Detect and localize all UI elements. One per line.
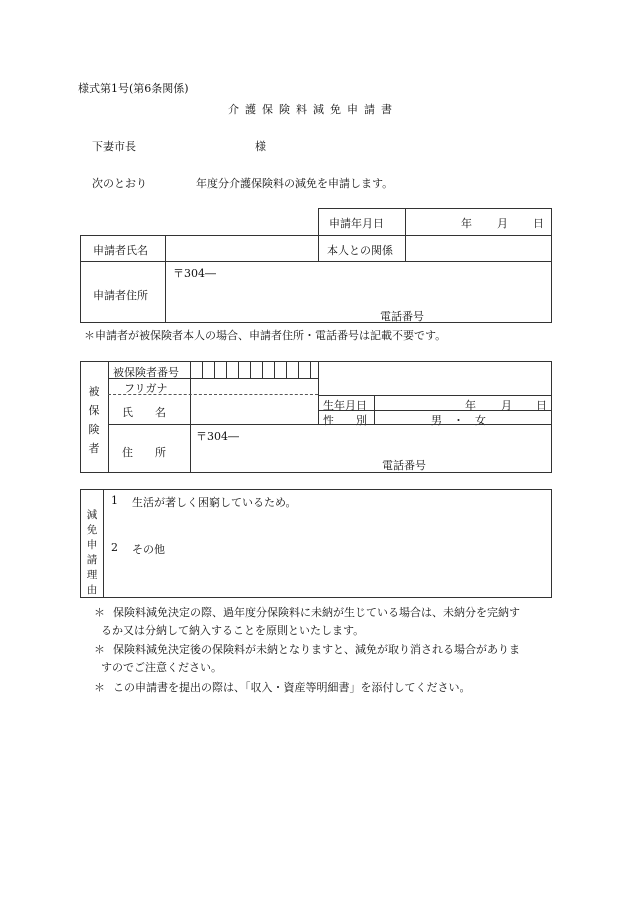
applicant-note: ＊申請者が被保険者本人の場合、申請者住所・電話番号は記載不要です。	[84, 329, 447, 342]
applicant-name-label: 申請者氏名	[93, 244, 148, 257]
page-title: 介護保険料減免申請書	[228, 103, 398, 116]
reason-item-2-text[interactable]: その他	[132, 543, 165, 556]
note-2-line-2: すのでご注意ください。	[101, 661, 222, 674]
insured-name-label: 氏 名	[122, 406, 166, 419]
insured-address-label: 住 所	[122, 446, 166, 459]
birth-date-label: 生年月日	[323, 399, 367, 412]
insured-phone-label: 電話番号	[382, 459, 426, 472]
reason-item-1-number: 1	[111, 494, 118, 507]
relation-field[interactable]	[406, 237, 551, 260]
applicant-address-label: 申請者住所	[93, 289, 148, 302]
application-date-label: 申請年月日	[329, 217, 384, 230]
note-3-line-1: この申請書を提出の際は、「収入・資産等明細書」を添付してください。	[113, 681, 471, 694]
sex-label: 性 別	[323, 414, 367, 427]
note-1-mark: ＊	[94, 606, 105, 619]
addressee: 下妻市長	[92, 140, 136, 153]
furigana-field[interactable]	[192, 380, 316, 393]
form-number: 様式第1号(第6条関係)	[78, 82, 189, 95]
note-3-mark: ＊	[94, 681, 105, 694]
reason-item-1-text[interactable]: 生活が著しく困窮しているため。	[132, 496, 297, 509]
reason-item-2-number: 2	[111, 541, 118, 554]
intro-suffix: 年度分介護保険料の減免を申請します。	[196, 177, 394, 190]
date-day: 日	[533, 217, 544, 230]
insured-postal-prefix: 〒304―	[196, 430, 239, 443]
note-1-line-1: 保険料減免決定の際、過年度分保険料に未納が生じている場合は、未納分を完納す	[113, 606, 520, 619]
note-1-line-2: るか又は分納して納入することを原則といたします。	[101, 624, 365, 637]
intro-prefix: 次のとおり	[92, 177, 147, 190]
reason-side-label: 減免申請理由	[86, 509, 98, 596]
note-2-line-1: 保険料減免決定後の保険料が未納となりますと、減免が取り消される場合がありま	[113, 643, 520, 656]
birth-day: 日	[536, 399, 547, 412]
note-2-mark: ＊	[94, 643, 105, 656]
applicant-name-field[interactable]	[166, 237, 318, 260]
sex-options[interactable]: 男 ・ 女	[431, 414, 486, 427]
insured-side-label: 被保険者	[88, 385, 100, 455]
insured-name-field[interactable]	[192, 396, 316, 423]
honorific: 様	[255, 140, 266, 153]
relation-label: 本人との関係	[327, 244, 393, 257]
birth-year: 年	[465, 399, 476, 412]
applicant-phone-label: 電話番号	[380, 310, 424, 323]
date-year: 年	[461, 217, 472, 230]
insured-number-label: 被保険者番号	[113, 366, 179, 379]
birth-month: 月	[501, 399, 512, 412]
date-month: 月	[497, 217, 508, 230]
insured-address-field[interactable]	[192, 426, 550, 471]
furigana-label: フリガナ	[124, 382, 168, 395]
applicant-postal-prefix: 〒304―	[173, 267, 216, 280]
applicant-address-field[interactable]	[168, 263, 551, 321]
